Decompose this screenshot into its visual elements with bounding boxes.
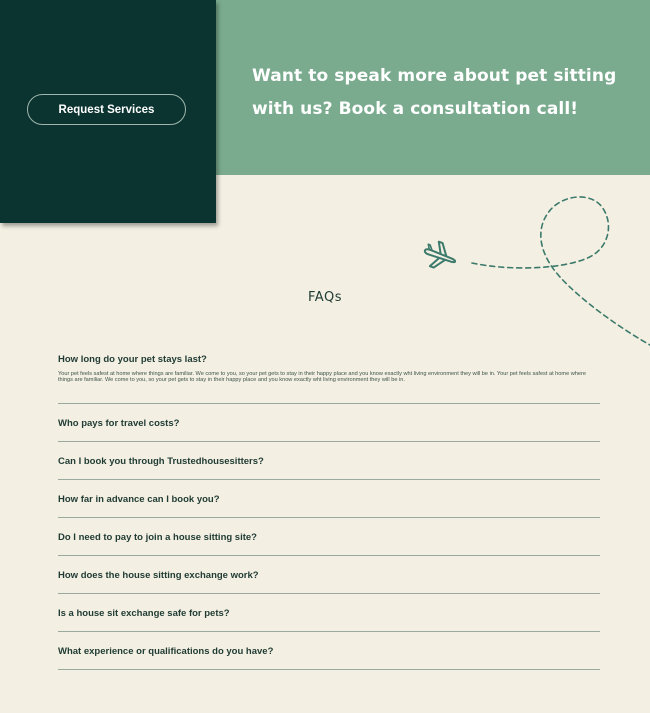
faq-item[interactable] bbox=[58, 442, 600, 480]
faq-question: What experience or qualifications do you have? bbox=[58, 646, 274, 657]
dashed-flight-path bbox=[472, 197, 650, 345]
faq-question: How far in advance can I book you? bbox=[58, 494, 220, 505]
faq-title: FAQs bbox=[308, 290, 342, 305]
faq-item[interactable] bbox=[58, 632, 600, 670]
faq-item[interactable] bbox=[58, 480, 600, 518]
faq-item[interactable] bbox=[58, 404, 600, 442]
request-services-button[interactable]: Request Services bbox=[27, 94, 186, 125]
faq-question: Do I need to pay to join a house sitting site? bbox=[58, 532, 257, 543]
services-panel bbox=[0, 0, 216, 223]
faq-question: Can I book you through Trustedhousesitters? bbox=[58, 456, 264, 467]
faq-question: How does the house sitting exchange work? bbox=[58, 570, 259, 581]
consultation-cta-text: Want to speak more about pet sitting with us? Book a consultation call! bbox=[252, 66, 617, 119]
faq-answer: Your pet feels safest at home where things are familiar. We come to you, so your pet gets to stay in their happy place and you know exactly wht living environment they will be in. Your pet feels safest at home where things are familiar. We come to you, so your pet gets to stay in their happy place and you know exactly wht living environment they will be in. bbox=[58, 371, 586, 384]
faq-item[interactable] bbox=[58, 345, 600, 404]
faq-question: How long do your pet stays last? bbox=[58, 354, 207, 365]
faq-question: Who pays for travel costs? bbox=[58, 418, 180, 429]
faq-item[interactable] bbox=[58, 594, 600, 632]
faq-item[interactable] bbox=[58, 518, 600, 556]
airplane-icon bbox=[421, 238, 460, 273]
faq-question: Is a house sit exchange safe for pets? bbox=[58, 608, 230, 619]
faq-list bbox=[58, 345, 600, 670]
flight-route-graphic bbox=[420, 185, 650, 350]
faq-item[interactable] bbox=[58, 556, 600, 594]
